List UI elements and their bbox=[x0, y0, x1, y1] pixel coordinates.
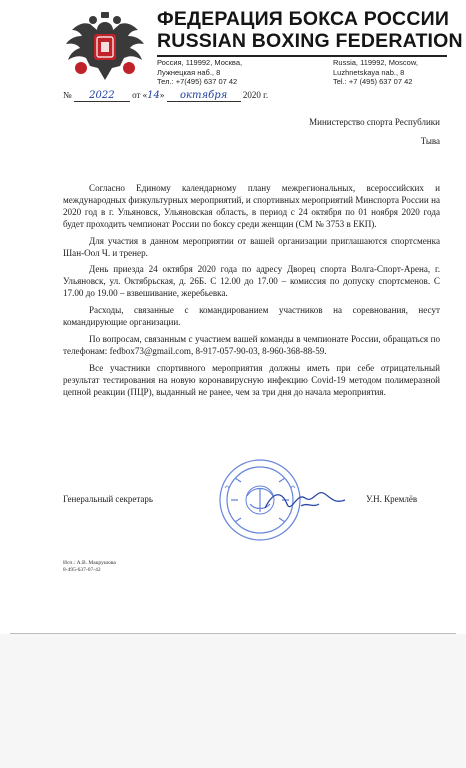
signatory-title: Генеральный секретарь bbox=[63, 494, 154, 504]
org-name-ru: ФЕДЕРАЦИЯ БОКСА РОССИИ bbox=[157, 8, 450, 30]
addressee-block bbox=[250, 116, 440, 148]
page-bottom-area bbox=[0, 634, 466, 768]
reg-from-label: от « bbox=[132, 90, 148, 100]
addressee-line: Тыва bbox=[420, 136, 440, 146]
address-ru-line: Россия, 119992, Москва, bbox=[157, 58, 243, 67]
reg-no-label: № bbox=[63, 90, 72, 100]
body-paragraph: По вопросам, связанным с участием вашей команды в чемпионате России, обращаться по телефонам: fedbox73@gmail.com, 8-917-057-90-03, 8-960-368-88-59. bbox=[63, 333, 440, 356]
body-paragraph: Все участники спортивного мероприятия должны иметь при себе отрицательный результат тестирования на новую коронавирусную инфекцию Covid-19 методом полимеразной цепной реакции (ПЦР), выданный не ранее, чем за три дня до начала мероприятия. bbox=[63, 362, 440, 397]
letter-body bbox=[63, 183, 440, 404]
address-ru-line: Тел.: +7(495) 637 07 42 bbox=[157, 77, 238, 86]
address-en-line: Russia, 119992, Moscow, bbox=[333, 58, 418, 67]
body-paragraph: День приезда 24 октября 2020 года по адресу Дворец спорта Волга-Спорт-Арена, г. Ульяновск, ул. Октябрьская, д. 26Б. С 12.00 до 17.00 – комиссия по допуску спортсменов. С 17.00 до 19.00 – взвешивание, жеребьевка. bbox=[63, 264, 440, 299]
org-name-en: RUSSIAN BOXING FEDERATION bbox=[157, 30, 463, 52]
executor-info bbox=[63, 560, 116, 574]
signatory-name: У.Н. Кремлёв bbox=[366, 494, 418, 504]
federation-emblem bbox=[60, 8, 150, 88]
address-ru-line: Лужнецкая наб., 8 bbox=[157, 67, 221, 77]
executor-line: 8-495-637-07-42 bbox=[63, 567, 101, 573]
body-paragraph: Согласно Единому календарному плану межрегиональных, всероссийских и международных физкультурных мероприятий, и спортивных мероприятий Минспорта России на 2020 год в г. Ульяновск, Ульяновская область, в период с 24 октября по 01 ноября 2020 года будет проходить чемпионат России по боксу среди женщин (СМ № 3753 в ЕКП). bbox=[63, 183, 440, 229]
reg-day: 14 bbox=[147, 90, 160, 101]
address-en bbox=[333, 58, 418, 87]
address-en-line: Tel.: +7 (495) 637 07 42 bbox=[333, 77, 413, 86]
executor-line: Исп.: А.В. Макрушова bbox=[63, 560, 116, 566]
body-paragraph: Расходы, связанные с командированием участников на соревнования, несут командирующие организации. bbox=[63, 305, 440, 328]
addressee-line: Министерство спорта Республики bbox=[309, 117, 440, 127]
address-ru bbox=[157, 58, 242, 87]
official-seal bbox=[205, 448, 360, 548]
address-en-line: Luzhnetskaya nab., 8 bbox=[333, 67, 405, 77]
header-divider bbox=[157, 55, 447, 57]
registration-line: № 2022 от «14» октября 2020 г. bbox=[63, 90, 269, 101]
reg-year: 2020 г. bbox=[242, 90, 269, 100]
reg-number: 2022 bbox=[74, 90, 130, 102]
reg-month: октября bbox=[167, 90, 241, 102]
body-paragraph: Для участия в данном мероприятии от вашей организации приглашаются спортсменка Шан-Оол Ч. и тренер. bbox=[63, 235, 440, 258]
